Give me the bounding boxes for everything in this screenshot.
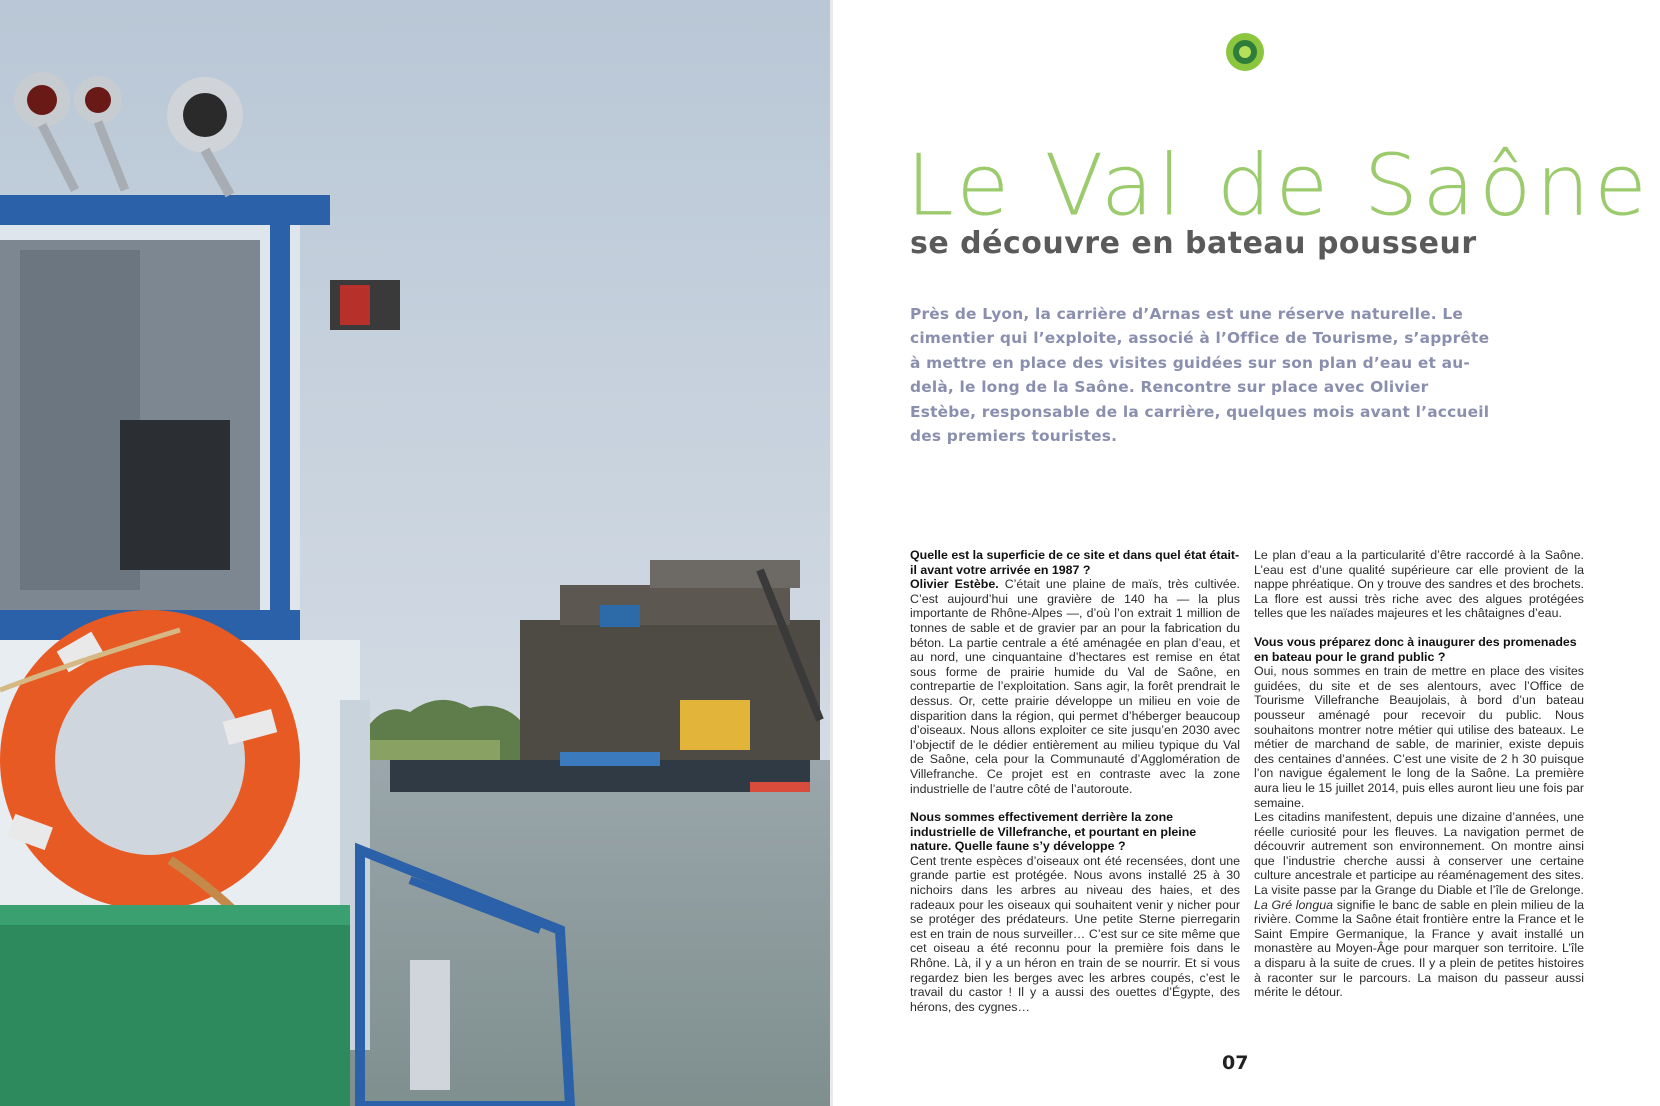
answer-2-continued: Le plan d’eau a la particularité d’être raccordé à la Saône. L’eau est d’une qualité supérieure car elle provient de la nappe phréatique. On y trouve des sandres et des brochets. La flore est aussi très riche avec des algues protégées telles que les naïades majeures et les châtaignes d’eau.: [1254, 548, 1584, 621]
question-2: Nous sommes effectivement derrière la zone industrielle de Villefranche, et pourtant en pleine nature. Quelle faune s’y développe ?: [910, 810, 1197, 854]
text-column-right: [1254, 548, 1584, 1000]
answer-4-italic: La Gré longua: [1254, 897, 1333, 912]
question-1: Quelle est la superficie de ce site et dans quel état était-il avant votre arrivée en 1987 ?: [910, 548, 1240, 577]
question-3: Vous vous préparez donc à inaugurer des promenades en bateau pour le grand public ?: [1254, 634, 1577, 664]
page-number: 07: [1222, 1052, 1249, 1074]
target-circle-icon: [1226, 33, 1264, 71]
answer-4-text-a: Les citadins manifestent, depuis une dizaine d’années, une réelle curiosité pour les fleuves. La navigation permet de découvrir autrement son environnement. On montre ainsi que l’industrie cherche aussi à conserver une certaine culture ancestrale et participe au réaménagement des sites. La visite passe par la Grange du Diable et l’île de Grelonge.: [1254, 810, 1584, 898]
speaker-name: Olivier Estèbe.: [910, 577, 999, 592]
text-column-left: [910, 548, 1240, 1014]
answer-4-text-b: signifie le banc de sable en plein milieu de la rivière. Comme la Saône était frontière entre la France et le Saint Empire Germanique, la France y avait installé un monastère au Moyen-Âge pour marquer son territoire. L’île a disparu à la suite de crues. Il y a plein de petites histoires à raconter sur le parcours. La maison du passeur aussi mérite le détour.: [1254, 897, 1585, 1000]
answer-2: Cent trente espèces d’oiseaux ont été recensées, dont une grande partie est protégée. Nous avons installé 25 à 30 nichoirs dans les arbres au niveau des haies, et des radeaux pour les oiseaux qui souhaitent venir y nicher pour se protéger des prédateurs. Une petite Sterne pierregarin est en train de nous surveiller… C’est sur ce site même que cet oiseau a été reconnu pour la première fois dans le Rhône. Là, il y a un héron en train de se nourrir. Et si vous regardez bien les berges avec les arbres coupés, c’est le travail du castor ! Il y a aussi des ouettes d’Égypte, des hérons, des cygnes…: [910, 853, 1240, 1014]
article-subtitle: se découvre en bateau pousseur: [910, 226, 1477, 261]
answer-1: [910, 577, 1240, 796]
answer-4: [1254, 810, 1584, 1000]
answer-1-text: C’était une plaine de maïs, très cultivée. C’est aujourd’hui une gravière de 140 ha — la plus importante de Rhône-Alpes —, d’où l’on extrait 1 million de tonnes de sable et de gravier par an pour la fabrication du béton. La partie centrale a été aménagée en plan d’eau, et au nord, une cinquantaine d’hectares est remise en état sous forme de prairie humide du Val de Saône, en contrepartie de l’exploitation. Sans agir, la forêt prendrait le dessus. Or, cette prairie développe un milieu en voie de disparition dans la région, qui permet d’héberger beaucoup d’oiseaux. Nous allons exploiter ce site jusqu’en 2030 avec l’objectif de le dédier entièrement au milieu typique du Val de Saône, cela pour la Communauté d’Agglomération de Villefranche. Ce projet est en contraste avec la zone industrielle de l’autre côté de l’autoroute.: [910, 577, 1240, 796]
article-intro: Près de Lyon, la carrière d’Arnas est une réserve naturelle. Le cimentier qui l’exploite, associé à l’Office de Tourisme, s’apprête à mettre en place des visites guidées sur son plan d’eau et au-delà, le long de la Saône. Rencontre sur place avec Olivier Estèbe, responsable de la carrière, quelques mois avant l’accueil des premiers touristes.: [910, 305, 1490, 446]
answer-3: Oui, nous sommes en train de mettre en place des visites guidées, du site et de ses alentours, avec l’Office de Tourisme Villefranche Beaujolais, à bord d’un bateau pousseur aménagé pour recevoir du public. Nous souhaitons montrer notre métier qui utilise des bateaux. Le métier de marchand de sable, de marinier, existe depuis des centaines d’années. C’est une visite de 2 h 30 puisque l’on navigue également le long de la Saône. La première aura lieu le 15 juillet 2014, puis elles auront lieu une fois par semaine.: [1254, 664, 1584, 810]
page-gutter: [830, 0, 833, 1106]
article-title: Le Val de Saône: [906, 137, 1651, 235]
